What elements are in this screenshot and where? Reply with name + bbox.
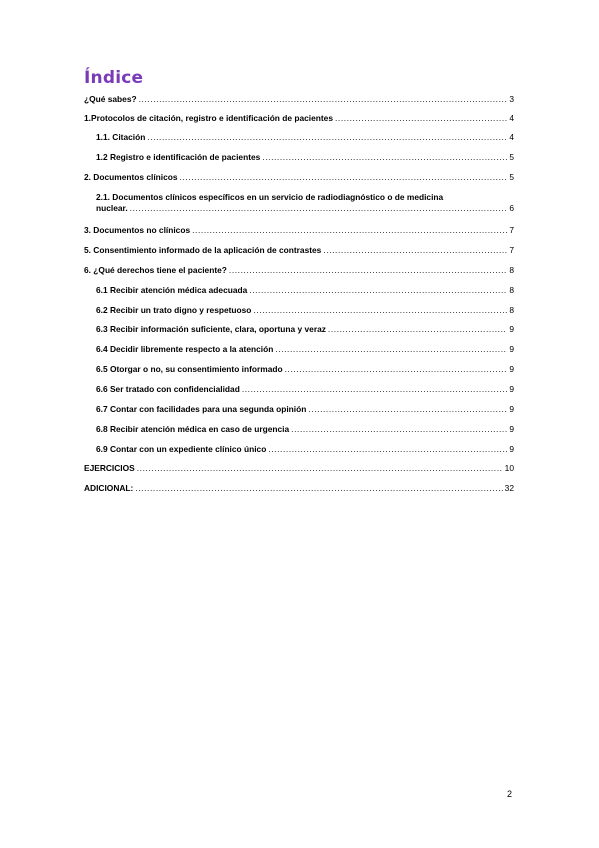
toc-entry-title: 6.7 Contar con facilidades para una segunda opinión [96,404,307,414]
toc-entry-citacion[interactable] [96,132,514,143]
toc-entry-page: 10 [504,463,514,473]
toc-entry-6-1[interactable] [96,285,514,296]
toc-entry-page: 9 [509,404,514,414]
toc-entry-title: 6.8 Recibir atención médica en caso de urgencia [96,424,290,434]
toc-leader-dots [323,245,507,256]
toc-entry-page: 8 [509,265,514,275]
toc-entry-page: 7 [509,225,514,235]
page-title: Índice [84,68,144,88]
toc-entry-6-3[interactable] [96,324,514,335]
toc-leader-dots [308,404,507,415]
toc-entry-title: EJERCICIOS [84,463,135,473]
toc-entry-page: 7 [509,245,514,255]
toc-entry-title: 6. ¿Qué derechos tiene el paciente? [84,265,227,275]
toc-leader-dots [268,444,507,455]
toc-entry-page: 8 [509,285,514,295]
toc-entry-page: 4 [509,132,514,142]
toc-entry-page: 9 [509,344,514,354]
toc-entry-consentimiento[interactable] [84,245,514,256]
toc-leader-dots [137,463,503,474]
toc-leader-dots [139,94,508,105]
toc-leader-dots [275,344,507,355]
toc-entry-page: 3 [509,94,514,104]
toc-entry-6-2[interactable] [96,305,514,316]
toc-entry-6-8[interactable] [96,424,514,435]
toc-entry-6-9[interactable] [96,444,514,455]
toc-entry-title: 6.1 Recibir atención médica adecuada [96,285,248,295]
toc-entry-page: 9 [509,444,514,454]
toc-leader-dots [147,132,507,143]
toc-entry-page: 9 [509,384,514,394]
toc-entry-documentos-clinicos[interactable] [84,172,514,183]
toc-entry-registro[interactable] [96,152,514,163]
page-number: 2 [507,789,513,799]
toc-leader-dots [242,384,508,395]
toc-entry-title: 1.2 Registro e identificación de pacientes [96,152,261,162]
toc-entry-title: 6.6 Ser tratado con confidencialidad [96,384,240,394]
toc-entry-page: 32 [504,483,514,493]
toc-entry-title: 6.3 Recibir información suficiente, clara, oportuna y veraz [96,324,326,334]
toc-leader-dots [229,265,507,276]
toc-leader-dots [130,203,508,214]
toc-entry-title: 3. Documentos no clínicos [84,225,191,235]
toc-entry-title: 6.4 Decidir libremente respecto a la atención [96,344,274,354]
toc-leader-dots [328,324,507,335]
toc-entry-title: 1.Protocolos de citación, registro e identificación de pacientes [84,113,333,123]
toc-entry-title: 6.2 Recibir un trato digno y respetuoso [96,305,252,315]
toc-entry-protocolos[interactable] [84,113,514,124]
toc-leader-dots [192,225,507,236]
toc-entry-title: 2.1. Documentos clínicos específicos en un servicio de radiodiagnóstico o de medicina [96,192,444,202]
toc-entry-6-6[interactable] [96,384,514,395]
toc-entry-derechos[interactable] [84,265,514,276]
toc-entry-page: 9 [509,364,514,374]
toc-entry-title: 1.1. Citación [96,132,146,142]
toc-entry-6-7[interactable] [96,404,514,415]
toc-leader-dots [249,285,507,296]
toc-entry-title: 5. Consentimiento informado de la aplicación de contrastes [84,245,322,255]
toc-entry-documentos-especificos[interactable] [96,192,514,214]
toc-entry-title: 6.5 Otorgar o no, su consentimiento informado [96,364,283,374]
toc-entry-adicional[interactable] [84,483,514,494]
toc-entry-page: 6 [509,203,514,213]
toc-leader-dots [291,424,507,435]
toc-entry-ejercicios[interactable] [84,463,514,474]
toc-leader-dots [253,305,507,316]
toc-leader-dots [135,483,502,494]
toc-entry-page: 9 [509,324,514,334]
toc-entry-6-4[interactable] [96,344,514,355]
toc-leader-dots [262,152,507,163]
toc-leader-dots [335,113,507,124]
toc-entry-page: 5 [509,172,514,182]
toc-entry-title: 6.9 Contar con un expediente clínico único [96,444,267,454]
toc-entry-title: ADICIONAL: [84,483,134,493]
toc-entry-page: 9 [509,424,514,434]
toc-leader-dots [180,172,508,183]
toc-entry-6-5[interactable] [96,364,514,375]
toc-entry-page: 8 [509,305,514,315]
toc-entry-documentos-no-clinicos[interactable] [84,225,514,236]
toc-entry-page: 4 [509,113,514,123]
toc-entry-que-sabes[interactable] [84,94,514,105]
toc-entry-title: ¿Qué sabes? [84,94,137,104]
toc-entry-title: 2. Documentos clínicos [84,172,178,182]
toc-entry-page: 5 [509,152,514,162]
toc-entry-title-cont: nuclear. [96,203,128,213]
toc-leader-dots [285,364,508,375]
